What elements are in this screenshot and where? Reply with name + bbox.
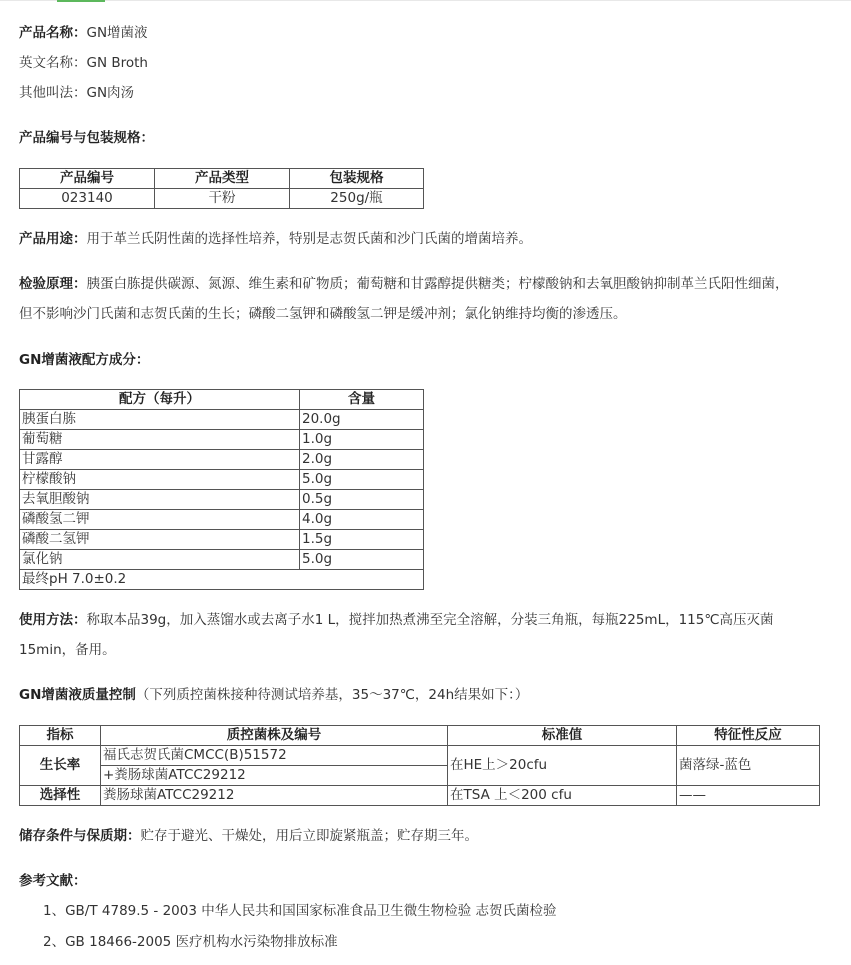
spec-header-code: 产品编号	[20, 169, 155, 189]
principle-line-2: 但不影响沙门氏菌和志贺氏菌的生长；磷酸二氢钾和磷酸氢二钾是缓冲剂；氯化钠维持均衡的渗透压。	[19, 306, 627, 322]
formula-amount: 2.0g	[300, 450, 424, 470]
table-row	[20, 510, 424, 530]
product-name-value: GN增菌液	[86, 25, 148, 41]
qc-table	[19, 725, 820, 806]
method-line-1	[19, 610, 774, 630]
principle-text-1: 胰蛋白胨提供碳源、氮源、维生素和矿物质；葡萄糖和甘露醇提供糖类；柠檬酸钠和去氧胆酸钠抑制革兰氏阳性细菌，	[86, 276, 789, 292]
english-name-value: GN Broth	[86, 55, 148, 71]
formula-ingredient: 去氧胆酸钠	[20, 490, 300, 510]
table-row	[20, 530, 424, 550]
table-row	[20, 470, 424, 490]
formula-amount: 20.0g	[300, 410, 424, 430]
formula-amount: 5.0g	[300, 470, 424, 490]
usage-label: 产品用途：	[19, 231, 87, 247]
spec-code: 023140	[20, 189, 155, 209]
formula-ingredient: 柠檬酸钠	[20, 470, 300, 490]
table-row	[20, 189, 424, 209]
references-heading: 参考文献：	[19, 873, 87, 889]
qc-header-standard: 标准值	[448, 726, 677, 746]
alias-line	[19, 83, 134, 103]
spec-table	[19, 168, 424, 209]
spec-header-type: 产品类型	[155, 169, 290, 189]
usage-line	[19, 229, 532, 249]
spec-header-package: 包装规格	[290, 169, 424, 189]
spec-package: 250g/瓶	[290, 189, 424, 209]
table-row	[20, 490, 424, 510]
formula-heading: GN增菌液配方成分：	[19, 352, 150, 368]
formula-ingredient: 甘露醇	[20, 450, 300, 470]
formula-ingredient: 磷酸二氢钾	[20, 530, 300, 550]
formula-header-ingredient: 配方（每升）	[20, 390, 300, 410]
table-row	[20, 390, 424, 410]
method-text-1: 称取本品39g，加入蒸馏水或去离子水1 L，搅拌加热煮沸至完全溶解，分装三角瓶，每瓶225mL，115℃高压灭菌	[86, 612, 774, 628]
qc-select-label: 选择性	[20, 786, 101, 806]
qc-select-strain: 粪肠球菌ATCC29212	[101, 786, 448, 806]
usage-text: 用于革兰氏阴性菌的选择性培养，特别是志贺氏菌和沙门氏菌的增菌培养。	[86, 231, 532, 247]
formula-ingredient: 氯化钠	[20, 550, 300, 570]
qc-heading-note: （下列质控菌株接种待测试培养基，35～37℃，24h结果如下：）	[135, 687, 529, 703]
product-name-label: 产品名称：	[19, 25, 87, 41]
storage-label: 储存条件与保质期：	[19, 828, 141, 844]
spec-type: 干粉	[155, 189, 290, 209]
active-tab-indicator	[57, 0, 105, 2]
qc-header-reaction: 特征性反应	[677, 726, 820, 746]
qc-growth-reaction: 菌落绿-蓝色	[677, 746, 820, 786]
formula-ingredient: 胰蛋白胨	[20, 410, 300, 430]
qc-growth-label: 生长率	[20, 746, 101, 786]
english-name-line	[19, 53, 148, 73]
storage-line	[19, 826, 478, 846]
product-name-line	[19, 23, 148, 43]
qc-growth-strain-1: 福氏志贺氏菌CMCC(B)51572	[101, 746, 448, 766]
table-row	[20, 570, 424, 590]
table-row	[20, 726, 820, 746]
formula-table	[19, 389, 424, 590]
formula-amount: 1.0g	[300, 430, 424, 450]
method-line-2: 15min，备用。	[19, 642, 116, 658]
alias-label: 其他叫法：	[19, 85, 87, 101]
qc-header-indicator: 指标	[20, 726, 101, 746]
table-row	[20, 410, 424, 430]
storage-text: 贮存于避光、干燥处，用后立即旋紧瓶盖；贮存期三年。	[140, 828, 478, 844]
reference-item-2: 2、GB 18466-2005 医疗机构水污染物排放标准	[43, 934, 338, 950]
formula-ingredient: 葡萄糖	[20, 430, 300, 450]
spec-heading: 产品编号与包装规格：	[19, 130, 154, 146]
formula-footer-ph: 最终pH 7.0±0.2	[20, 570, 424, 590]
qc-select-standard: 在TSA 上＜200 cfu	[448, 786, 677, 806]
principle-label: 检验原理：	[19, 276, 87, 292]
qc-header-strain: 质控菌株及编号	[101, 726, 448, 746]
qc-growth-strain-2: +粪肠球菌ATCC29212	[101, 766, 448, 786]
table-row	[20, 746, 820, 766]
formula-amount: 4.0g	[300, 510, 424, 530]
top-divider	[0, 0, 851, 1]
formula-amount: 0.5g	[300, 490, 424, 510]
qc-select-reaction: ——	[677, 786, 820, 806]
table-row	[20, 430, 424, 450]
qc-heading	[19, 685, 528, 705]
table-row	[20, 550, 424, 570]
formula-amount: 5.0g	[300, 550, 424, 570]
reference-item-1: 1、GB/T 4789.5 - 2003 中华人民共和国国家标准食品卫生微生物检验 志贺氏菌检验	[43, 903, 557, 919]
table-row	[20, 786, 820, 806]
qc-heading-title: GN增菌液质量控制	[19, 687, 136, 703]
table-row	[20, 450, 424, 470]
formula-amount: 1.5g	[300, 530, 424, 550]
alias-value: GN肉汤	[86, 85, 135, 101]
method-label: 使用方法：	[19, 612, 87, 628]
table-row	[20, 169, 424, 189]
qc-growth-standard: 在HE上＞20cfu	[448, 746, 677, 786]
english-name-label: 英文名称：	[19, 55, 87, 71]
formula-header-amount: 含量	[300, 390, 424, 410]
principle-line-1	[19, 274, 789, 294]
formula-ingredient: 磷酸氢二钾	[20, 510, 300, 530]
